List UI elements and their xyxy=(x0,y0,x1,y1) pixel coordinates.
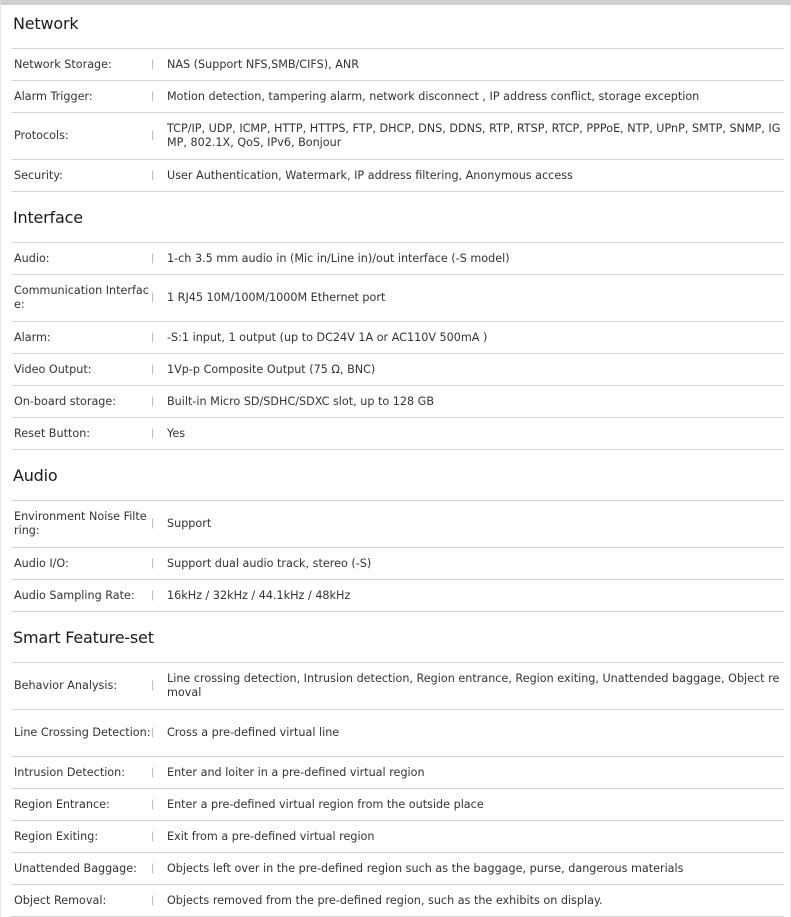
spec-row-reset-button xyxy=(11,418,784,450)
spec-row-audio-io xyxy=(11,548,784,580)
separator: | xyxy=(151,518,155,529)
separator: | xyxy=(151,292,155,303)
separator: | xyxy=(151,766,155,778)
spec-label: Region Entrance: xyxy=(14,797,110,811)
separator: | xyxy=(151,169,155,181)
spec-label: Object Removal: xyxy=(14,893,107,907)
separator: | xyxy=(151,363,155,375)
spec-value: Cross a pre-defined virtual line xyxy=(167,726,340,739)
spec-label: Audio: xyxy=(14,251,50,265)
spec-value: NAS (Support NFS,SMB/CIFS), ANR xyxy=(167,57,360,71)
spec-value: Enter and loiter in a pre-defined virtual region xyxy=(167,765,425,779)
spec-row-communication-interface xyxy=(11,275,784,322)
separator: | xyxy=(151,557,155,569)
spec-table-smart-feature-set xyxy=(11,662,784,917)
section-title-audio: Audio xyxy=(13,466,58,485)
spec-label: Communication Interface: xyxy=(14,284,149,311)
separator: | xyxy=(151,427,155,439)
spec-row-network-storage xyxy=(11,49,784,81)
spec-row-noise-filtering xyxy=(11,501,784,548)
separator: | xyxy=(151,331,155,343)
spec-row-object-removal xyxy=(11,885,784,917)
spec-value: 1Vp-p Composite Output (75 Ω, BNC) xyxy=(167,362,376,376)
spec-label: Region Exiting: xyxy=(14,829,99,843)
spec-value: 1-ch 3.5 mm audio in (Mic in/Line in)/out interface (-S model) xyxy=(167,251,510,265)
spec-row-region-entrance xyxy=(11,789,784,821)
separator: | xyxy=(151,130,155,141)
spec-value: Support dual audio track, stereo (-S) xyxy=(167,556,372,570)
spec-value: Line crossing detection, Intrusion detection, Region entrance, Region exiting, Unattended baggage, Object removal xyxy=(167,672,780,699)
spec-row-audio xyxy=(11,243,784,275)
spec-row-onboard-storage xyxy=(11,386,784,418)
spec-label: Video Output: xyxy=(14,362,92,376)
spec-label: Network Storage: xyxy=(14,57,112,71)
spec-label: Reset Button: xyxy=(14,426,91,440)
separator: | xyxy=(151,90,155,102)
spec-label: Alarm: xyxy=(14,330,51,344)
section-title-interface: Interface xyxy=(13,208,83,227)
spec-row-intrusion-detection xyxy=(11,757,784,789)
spec-label: Line Crossing Detection: xyxy=(14,726,151,739)
separator: | xyxy=(151,727,155,738)
spec-value: Enter a pre-defined virtual region from the outside place xyxy=(167,797,484,811)
spec-row-unattended-baggage xyxy=(11,853,784,885)
separator: | xyxy=(151,894,155,906)
spec-row-behavior-analysis xyxy=(11,663,784,710)
spec-row-security xyxy=(11,160,784,192)
spec-value: Built-in Micro SD/SDHC/SDXC slot, up to 128 GB xyxy=(167,394,435,408)
spec-label: Intrusion Detection: xyxy=(14,765,126,779)
spec-label: Security: xyxy=(14,168,63,182)
spec-label: Protocols: xyxy=(14,129,69,142)
spec-value: Objects removed from the pre-defined region, such as the exhibits on display. xyxy=(167,893,603,907)
spec-row-video-output xyxy=(11,354,784,386)
spec-value: Exit from a pre-defined virtual region xyxy=(167,829,375,843)
spec-value: Objects left over in the pre-defined region such as the baggage, purse, dangerous materials xyxy=(167,861,684,875)
spec-table-interface xyxy=(11,242,784,450)
spec-value: User Authentication, Watermark, IP address filtering, Anonymous access xyxy=(167,168,573,182)
spec-row-region-exiting xyxy=(11,821,784,853)
spec-row-alarm xyxy=(11,322,784,354)
spec-row-protocols xyxy=(11,113,784,160)
spec-label: Environment Noise Filtering: xyxy=(14,510,147,537)
spec-row-line-crossing-detection xyxy=(11,710,784,757)
spec-value: Yes xyxy=(167,426,186,440)
section-title-smart-feature-set: Smart Feature-set xyxy=(13,628,154,647)
spec-value: TCP/IP, UDP, ICMP, HTTP, HTTPS, FTP, DHCP, DNS, DDNS, RTP, RTSP, RTCP, PPPoE, NTP, UPnP, SMTP, SNMP, IGMP, 802.1X, QoS, IPv6, Bonjour xyxy=(167,122,781,149)
spec-label: Alarm Trigger: xyxy=(14,89,93,103)
spec-value: Motion detection, tampering alarm, network disconnect , IP address conflict, storage exception xyxy=(167,89,700,103)
separator: | xyxy=(151,589,155,601)
spec-label: Audio Sampling Rate: xyxy=(14,588,135,602)
separator: | xyxy=(151,252,155,264)
spec-row-alarm-trigger xyxy=(11,81,784,113)
spec-value: 1 RJ45 10M/100M/1000M Ethernet port xyxy=(167,291,386,304)
separator: | xyxy=(151,798,155,810)
section-title-network: Network xyxy=(13,14,79,33)
separator: | xyxy=(151,680,155,691)
spec-label: Unattended Baggage: xyxy=(14,861,137,875)
spec-table-network xyxy=(11,48,784,192)
spec-value: 16kHz / 32kHz / 44.1kHz / 48kHz xyxy=(167,588,351,602)
spec-table-audio xyxy=(11,500,784,612)
separator: | xyxy=(151,58,155,70)
spec-value: -S:1 input, 1 output (up to DC24V 1A or AC110V 500mA ) xyxy=(167,330,488,344)
separator: | xyxy=(151,830,155,842)
spec-label: On-board storage: xyxy=(14,394,117,408)
spec-row-audio-sampling-rate xyxy=(11,580,784,612)
spec-value: Support xyxy=(167,517,212,530)
spec-label: Behavior Analysis: xyxy=(14,679,118,692)
separator: | xyxy=(151,862,155,874)
separator: | xyxy=(151,395,155,407)
spec-label: Audio I/O: xyxy=(14,556,69,570)
